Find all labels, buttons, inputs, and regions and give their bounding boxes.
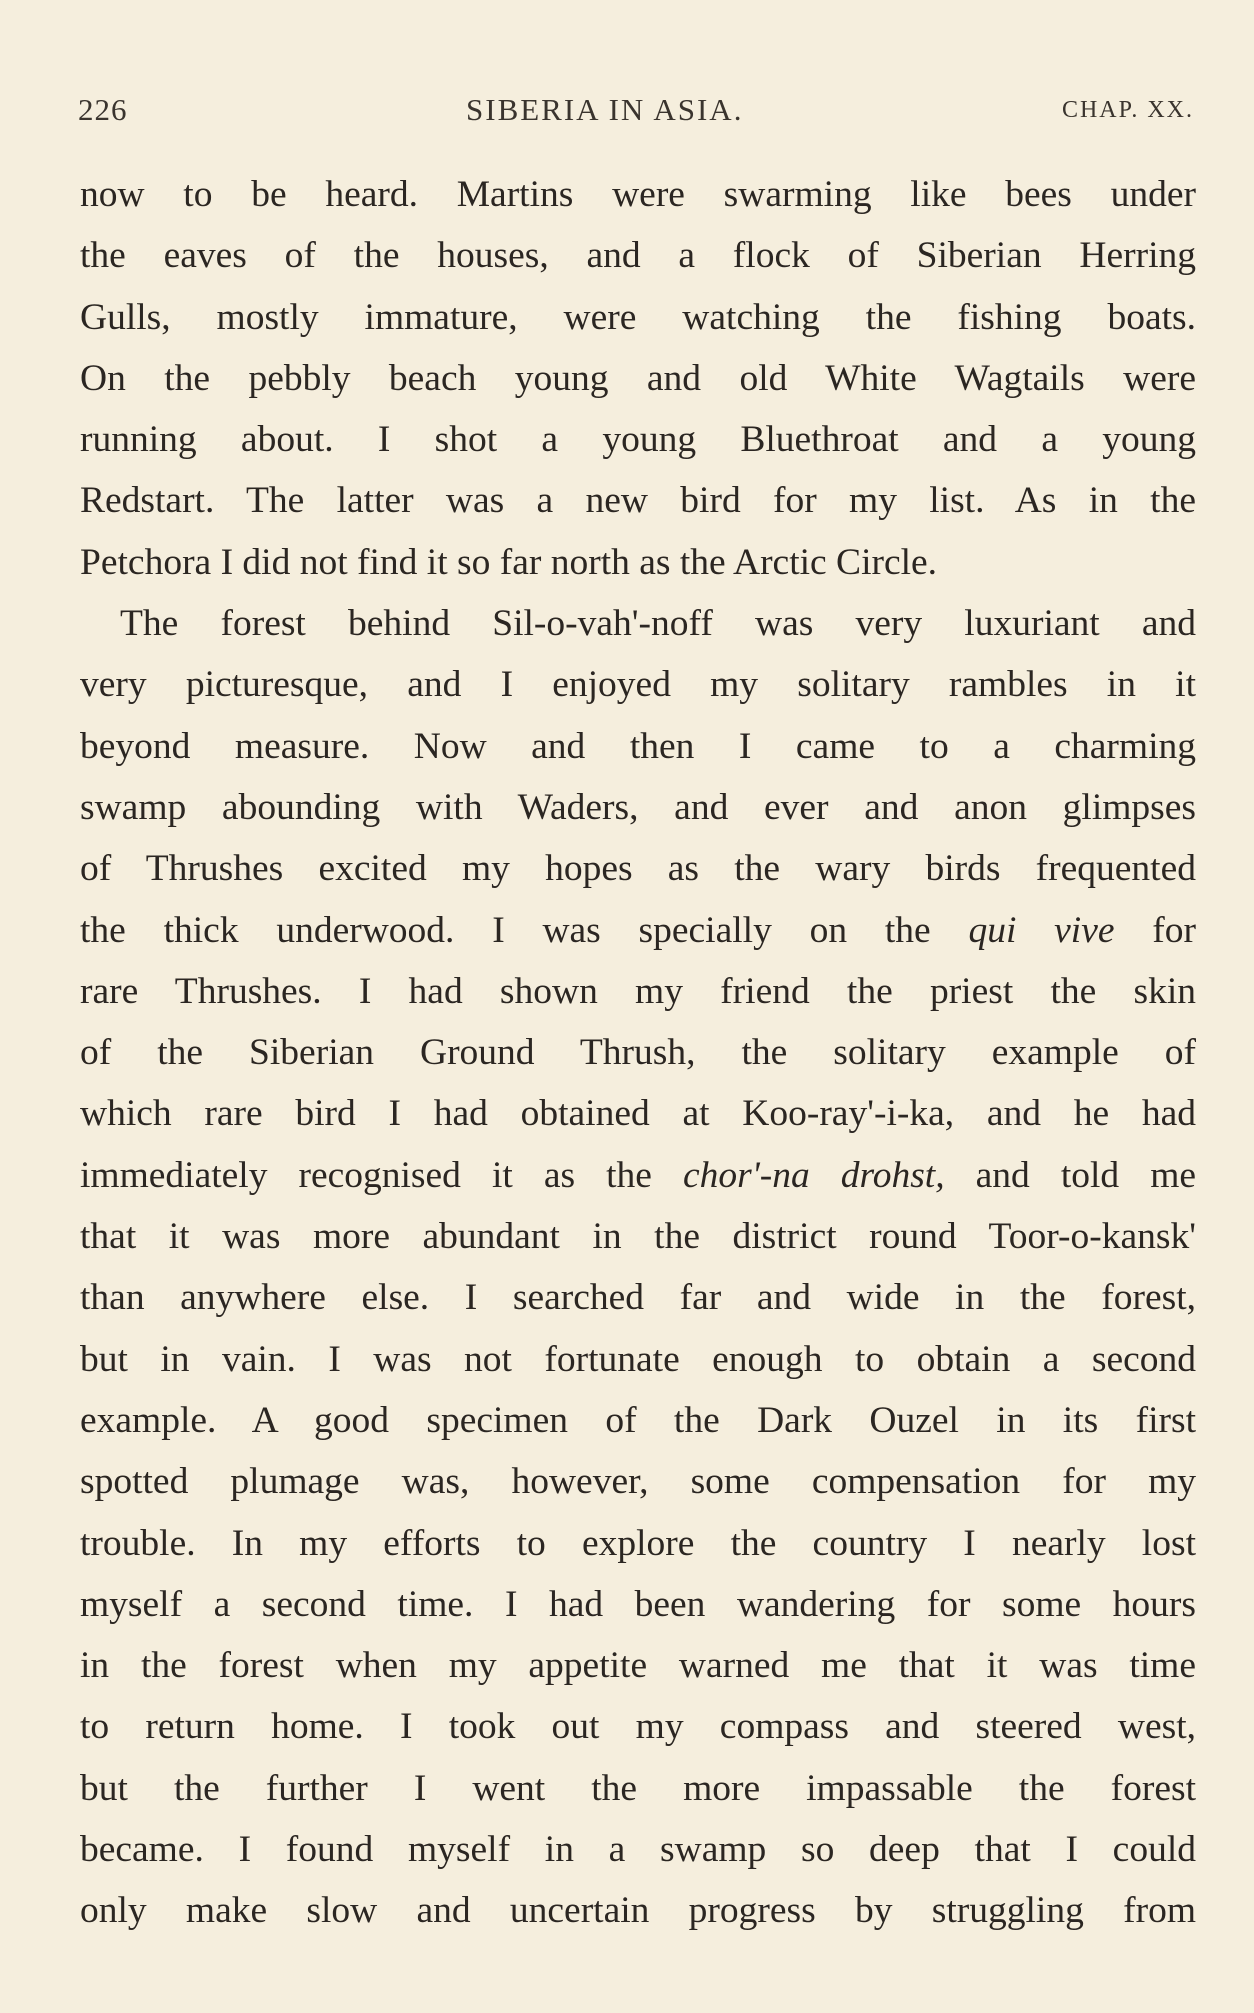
text-line: On the pebbly beach young and old White Wagtails were [80, 357, 1196, 399]
text-line: beyond measure. Now and then I came to a charming [80, 725, 1196, 767]
text-line: but in vain. I was not fortunate enough to obtain a second [80, 1338, 1196, 1380]
text-line: The forest behind Sil-o-vah'-noff was very luxuriant and [120, 603, 1196, 645]
text-line: which rare bird I had obtained at Koo-ray'-i-ka, and he had [80, 1093, 1196, 1135]
text-line: that it was more abundant in the district round Toor-o-kansk' [80, 1216, 1196, 1258]
text-line: of the Siberian Ground Thrush, the solitary example of [80, 1032, 1196, 1074]
text-line: Redstart. The latter was a new bird for my list. As in the [80, 480, 1196, 522]
text-line: myself a second time. I had been wandering for some hours [80, 1583, 1196, 1625]
chapter-label: CHAP. XX. [1061, 97, 1194, 123]
text-line: example. A good specimen of the Dark Ouzel in its first [80, 1399, 1196, 1441]
text-line: only make slow and uncertain progress by struggling from [80, 1890, 1196, 1932]
text-fragment: immediately recognised it as the [80, 1154, 652, 1196]
running-head [78, 92, 1198, 132]
italic-phrase: chor'-na drohst, [682, 1154, 945, 1196]
text-line: to return home. I took out my compass and steered west, [80, 1706, 1196, 1748]
book-title: SIBERIA IN ASIA. [466, 92, 744, 127]
text-line: swamp abounding with Waders, and ever and anon glimpses [80, 786, 1196, 828]
text-line: but the further I went the more impassable the forest [80, 1767, 1196, 1809]
text-line: rare Thrushes. I had shown my friend the priest the skin [80, 970, 1196, 1012]
text-line: spotted plumage was, however, some compensation for my [80, 1461, 1196, 1503]
text-line: the eaves of the houses, and a flock of Siberian Herring [80, 235, 1196, 277]
text-line: trouble. In my efforts to explore the country I nearly lost [80, 1522, 1196, 1564]
text-line: now to be heard. Martins were swarming like bees under [80, 174, 1196, 215]
text-line: running about. I shot a young Bluethroat and a young [80, 419, 1196, 461]
text-fragment: the thick underwood. I was specially on the [80, 909, 931, 951]
text-line: Gulls, mostly immature, were watching the fishing boats. [80, 296, 1196, 338]
text-line [80, 1145, 1196, 1206]
text-line: than anywhere else. I searched far and wide in the forest, [80, 1277, 1196, 1319]
text-line: became. I found myself in a swamp so deep that I could [80, 1829, 1196, 1871]
italic-phrase: qui vive [968, 909, 1115, 951]
text-fragment: for [1152, 909, 1196, 951]
text-fragment: and told me [975, 1154, 1196, 1196]
text-line: of Thrushes excited my hopes as the wary birds frequented [80, 848, 1196, 890]
body-text [80, 164, 1196, 1942]
text-line: very picturesque, and I enjoyed my solitary rambles in it [80, 664, 1196, 706]
text-line [80, 900, 1196, 961]
text-line: Petchora I did not find it so far north as the Arctic Circle. [80, 541, 938, 583]
text-line: in the forest when my appetite warned me that it was time [80, 1645, 1196, 1687]
page-number: 226 [78, 92, 128, 127]
